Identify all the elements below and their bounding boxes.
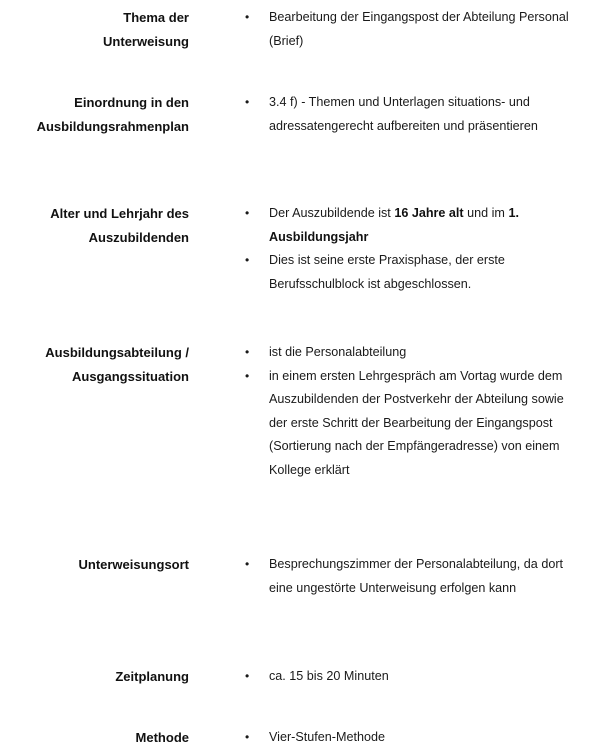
row-label [0, 202, 189, 250]
bullet-icon: • [245, 557, 250, 571]
row-label-line: Ausbildungsrahmenplan [36, 119, 189, 134]
row-label-line: Methode [135, 730, 189, 745]
bullet-list [243, 6, 573, 53]
emphasis-text: 16 Jahre alt [394, 206, 464, 220]
row-label-line: Thema der [123, 10, 189, 25]
row-label [0, 553, 189, 577]
list-item [243, 249, 573, 296]
item-text: Bearbeitung der Eingangspost der Abteilung Personal (Brief) [269, 10, 569, 48]
bullet-icon: • [245, 10, 250, 24]
bullet-icon: • [245, 669, 250, 683]
item-text: 3.4 f) - Themen und Unterlagen situations- und adressatengerecht aufbereiten und präsentieren [269, 95, 538, 133]
bullet-list [243, 341, 573, 482]
row-label [0, 91, 189, 139]
row-label-line: Auszubildenden [88, 230, 189, 245]
bullet-icon: • [245, 345, 250, 359]
row-label [0, 341, 189, 389]
list-item [243, 665, 573, 689]
bullet-list [243, 91, 573, 138]
list-item [243, 6, 573, 53]
row-label [0, 665, 189, 689]
list-item [243, 341, 573, 365]
item-text: Besprechungszimmer der Personalabteilung, da dort eine ungestörte Unterweisung erfolgen kann [269, 557, 564, 595]
item-text: ist die Personalabteilung [269, 345, 407, 359]
item-text: Der Auszubildende ist [269, 206, 395, 220]
row-label-line: Einordnung in den [74, 95, 189, 110]
bullet-list [243, 202, 573, 296]
list-item [243, 553, 573, 600]
item-text: ca. 15 bis 20 Minuten [269, 669, 389, 683]
bullet-list [243, 726, 573, 750]
item-text: in einem ersten Lehrgespräch am Vortag wurde dem Auszubildenden der Postverkehr der Abteilung sowie der erste Schritt der Bearbeitung der Eingangspost (Sortierung nach der Empfängeradresse) von einem Kollege erklärt [269, 368, 564, 477]
list-item [243, 365, 573, 483]
row-label-line: Ausgangssituation [71, 369, 189, 384]
item-text: Vier-Stufen-Methode [269, 730, 385, 744]
row-label-line: Zeitplanung [115, 669, 189, 684]
row-label-line: Unterweisung [103, 34, 189, 49]
row-label [0, 6, 189, 54]
item-text: und im [463, 206, 509, 220]
bullet-icon: • [245, 95, 250, 109]
row-label-line: Alter und Lehrjahr des [50, 206, 189, 221]
row-label-line: Unterweisungsort [78, 557, 189, 572]
list-item [243, 726, 573, 750]
bullet-list [243, 553, 573, 600]
emphasis-text: 1. Ausbildungsjahr [269, 206, 519, 244]
bullet-list [243, 665, 573, 689]
bullet-icon: • [245, 253, 250, 267]
bullet-icon: • [245, 368, 250, 383]
row-label [0, 726, 189, 750]
list-item [243, 202, 573, 249]
bullet-icon: • [245, 730, 250, 744]
row-label-line: Ausbildungsabteilung / [45, 345, 189, 360]
item-text: Dies ist seine erste Praxisphase, der erste Berufsschulblock ist abgeschlossen. [269, 253, 505, 291]
bullet-icon: • [245, 206, 250, 220]
list-item [243, 91, 573, 138]
